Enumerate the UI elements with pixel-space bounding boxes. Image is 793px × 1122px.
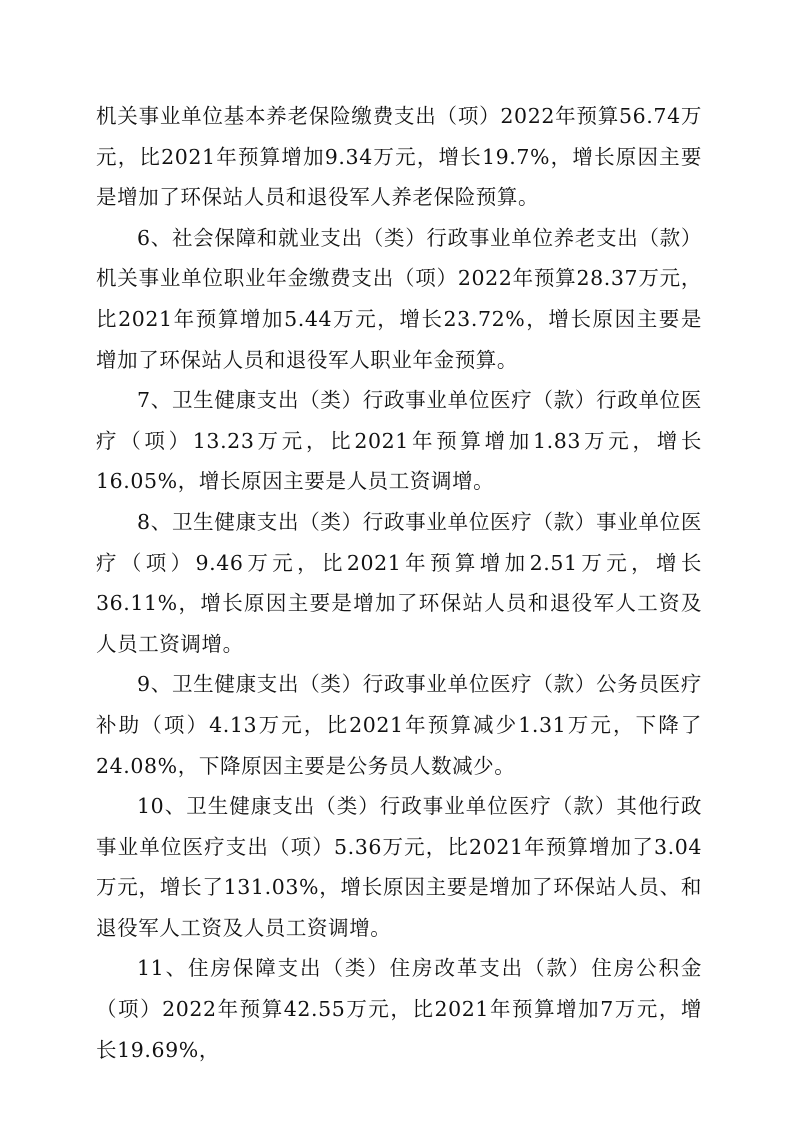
paragraph-item-9: 9、卫生健康支出（类）行政事业单位医疗（款）公务员医疗补助（项）4.13万元，比2021年预算减少1.31万元，下降了24.08%，下降原因主要是公务员人数减少。 — [96, 672, 702, 778]
document-body — [96, 96, 702, 1070]
paragraph-item-6: 6、社会保障和就业支出（类）行政事业单位养老支出（款）机关事业单位职业年金缴费支出（项）2022年预算28.37万元，比2021年预算增加5.44万元，增长23.72%，增长原因主要是增加了环保站人员和退役军人职业年金预算。 — [96, 225, 702, 372]
paragraph-item-11: 11、住房保障支出（类）住房改革支出（款）住房公积金（项）2022年预算42.55万元，比2021年预算增加7万元，增长19.69%， — [96, 956, 702, 1062]
paragraph-continuation: 机关事业单位基本养老保险缴费支出（项）2022年预算56.74万元，比2021年预算增加9.34万元，增长19.7%，增长原因主要是增加了环保站人员和退役军人养老保险预算。 — [96, 104, 702, 210]
paragraph-item-7: 7、卫生健康支出（类）行政事业单位医疗（款）行政单位医疗（项）13.23万元，比2021年预算增加1.83万元，增长16.05%，增长原因主要是人员工资调增。 — [96, 388, 702, 494]
paragraph-item-8: 8、卫生健康支出（类）行政事业单位医疗（款）事业单位医疗（项）9.46万元，比2021年预算增加2.51万元，增长36.11%，增长原因主要是增加了环保站人员和退役军人工资及人员工资调增。 — [96, 509, 702, 656]
paragraph-item-10: 10、卫生健康支出（类）行政事业单位医疗（款）其他行政事业单位医疗支出（项）5.36万元，比2021年预算增加了3.04万元，增长了131.03%，增长原因主要是增加了环保站人员、和退役军人工资及人员工资调增。 — [96, 794, 702, 940]
